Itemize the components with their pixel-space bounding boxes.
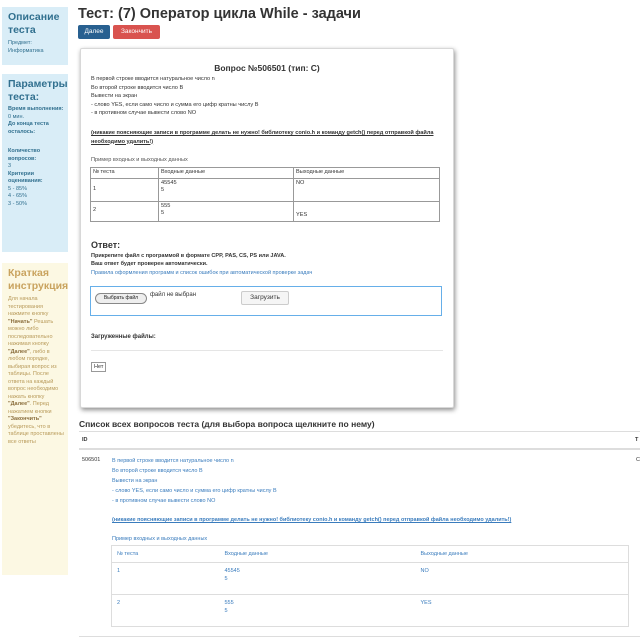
test-number: 2 [112,595,220,627]
question-line: - в противном случае вывести слово NO [91,110,197,117]
instruction-start-word: "Начать" [8,318,33,325]
table-bottom-border [79,636,640,637]
answer-auto-check: Ваш ответ будет проверен автоматически. [91,261,208,267]
question-row-example-caption[interactable]: Пример входных и выходных данных [112,536,208,542]
subject-value: Информатика [8,47,44,54]
questions-list-heading: Список всех вопросов теста (для выбора вопроса щелкните по нему) [79,419,375,429]
table-row [91,178,440,201]
input-value: 5 [224,608,228,614]
no-files-badge: Нет [91,362,106,372]
question-type[interactable]: С [636,457,640,463]
header-cell: Выходные данные [294,168,440,179]
question-text [91,75,258,118]
input-value: 45545 [161,179,177,186]
finish-button[interactable]: Закончить [113,25,160,39]
answer-instruction: Прикрепите файл с программой в формате CPP, PAS, CS, PS или JAVA. [91,253,286,259]
input-cell [220,563,416,595]
time-value: 0 мин. [8,113,25,120]
instruction-part: Для начала тестирования нажмите кнопку [8,296,49,317]
instruction-finish-word: "Закончить" [8,416,42,422]
test-number: 1 [91,178,159,201]
output-value: NO [416,563,629,595]
upload-button[interactable]: Загрузить [241,291,289,305]
test-description-panel [2,7,68,65]
instruction-next-word: "Далее" [8,348,30,355]
time-label: Время выполнения: [8,106,64,112]
input-cell [159,201,294,221]
header-cell: № теста [112,546,220,563]
instruction-title: Краткая инструкция [8,267,69,292]
question-line: - слово YES, если само число и сумма его цифр кратны числу B [91,101,259,108]
question-row-text[interactable] [112,456,277,506]
question-line: Вывести на экран [91,93,138,100]
header-cell: Входные данные [220,546,416,563]
table-row [91,201,440,221]
question-line: Во второй строке вводится число B [91,84,184,91]
instruction-part: . Перед нажатием кнопки [8,401,52,415]
output-value: NO [294,178,440,201]
instruction-part: , либо в любом порядке, выбирая вопрос из таблицы. После ответа на каждый вопрос необходимо нажать кнопку [8,348,59,400]
input-value: 5 [161,210,165,216]
question-line: В первой строке вводится натуральное число n [91,76,215,82]
criteria-label: Критерии оценивания: [8,170,43,184]
input-cell [159,178,294,201]
question-line[interactable]: Во второй строке вводится число B [112,468,203,474]
time-left-label: До конца теста осталось: [8,121,49,135]
question-line[interactable]: - слово YES, если само число и сумма его цифр кратны числу B [112,488,277,494]
question-title: Вопрос №506501 (тип: С) [214,63,320,73]
criteria-item: 3 - 50% [8,200,27,207]
header-cell: Выходные данные [416,546,629,563]
question-count-label: Количество вопросов: [8,148,41,162]
questions-table-header [79,432,640,450]
instruction-next-word: "Далее" [8,401,30,407]
params-title: Параметры теста: [8,78,68,103]
rules-link[interactable]: Правила оформления программ и список ошибок при автоматической проверке задач [91,270,313,276]
subject-label: Предмет: [8,40,32,46]
input-value: 5 [224,576,228,582]
divider [91,350,443,351]
table-row [112,563,629,595]
uploaded-files-heading: Загруженные файлы: [91,334,156,340]
input-value: 555 [224,600,234,606]
questions-table [79,431,640,640]
question-line[interactable]: Вывести на экран [112,478,158,484]
choose-file-button[interactable]: Выбрать файл [95,293,147,304]
example-table [90,167,440,222]
output-value: YES [416,595,629,627]
test-params-panel [2,74,68,252]
next-button[interactable]: Далее [78,25,110,39]
header-cell: Входные данные [159,168,294,179]
question-id[interactable]: 506501 [82,457,101,463]
question-count-value: 3 [8,163,12,169]
page-title: Тест: (7) Оператор цикла While - задачи [78,6,361,22]
instruction-part: убедитесь, что в таблице проставлены все ответы [8,423,64,445]
description-title: Описание теста [8,11,60,36]
input-value: 45545 [224,568,240,574]
table-header-row [91,168,440,179]
question-row-warning[interactable]: (никакие поясняющие записи в программе делать не нужно! библиотеку conio.h и команду getch() перед отправкой файла необходимо удалить!) [112,517,512,523]
test-number: 2 [91,201,159,221]
output-value: YES [294,201,440,221]
question-line[interactable]: В первой строке вводится натуральное число n [112,458,234,464]
question-line[interactable]: - в противном случае вывести слово NO [112,498,216,504]
question-warning: (никакие поясняющие записи в программе делать не нужно! библиотеку conio.h и команду getch() перед отправкой файла необходимо удалить!) [91,130,434,145]
table-header-row [112,546,629,563]
column-type: Т [635,437,639,443]
criteria-item: 4 - 65% [8,193,27,199]
instruction-panel [2,263,68,575]
example-caption: Пример входных и выходных данных [91,157,188,163]
test-number: 1 [112,563,220,595]
upload-form [90,286,442,316]
instruction-text [8,296,64,446]
input-cell [220,595,416,627]
column-id: ID [82,437,88,443]
input-value: 5 [161,187,165,193]
header-cell: № теста [91,168,159,179]
criteria-item: 5 - 85% [8,185,27,192]
input-value: 555 [161,202,171,209]
instruction-part: Решать можно либо последовательно нажимая кнопку [8,318,54,347]
question-row-example-table[interactable] [111,545,629,627]
answer-heading: Ответ: [91,240,121,250]
question-card [80,48,454,408]
no-file-label: файл не выбран [150,292,197,298]
table-row [112,595,629,627]
